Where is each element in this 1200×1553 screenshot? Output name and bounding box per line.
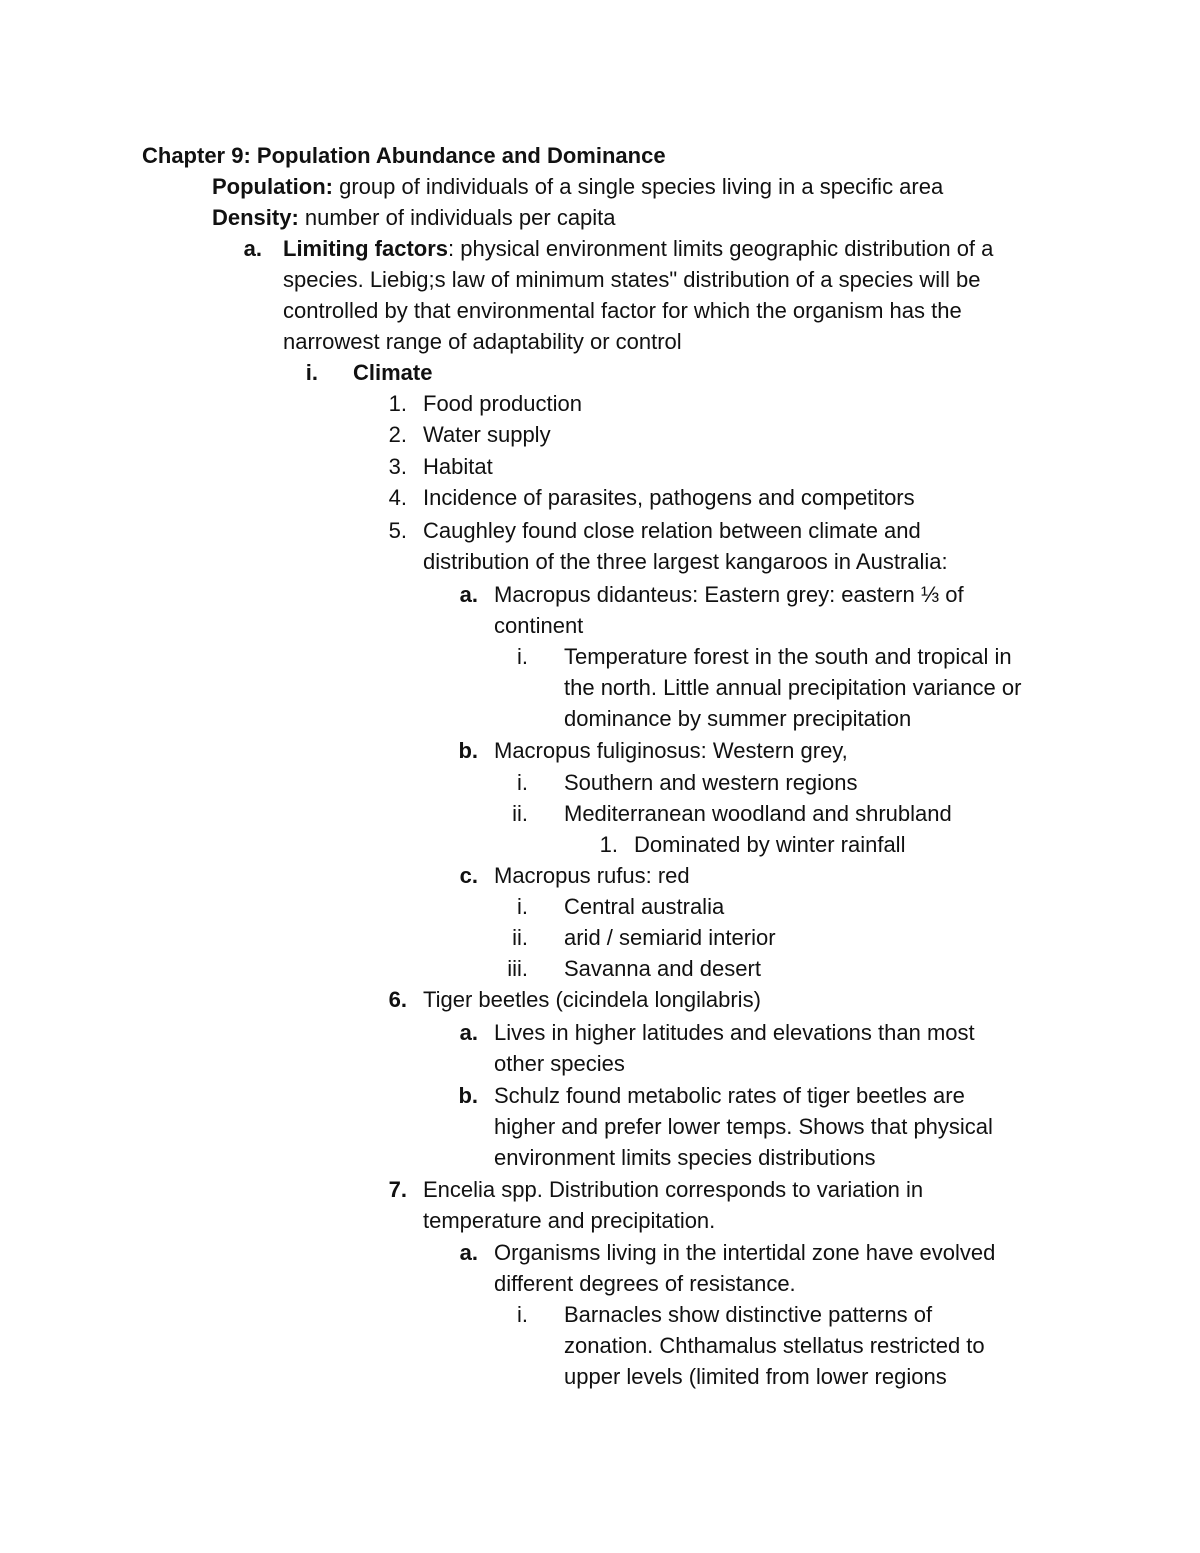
list-marker: ii. bbox=[512, 801, 528, 826]
list-marker: i. bbox=[305, 360, 318, 385]
text-line: distribution of the three largest kangaroos in Australia: bbox=[423, 549, 948, 574]
text-line: temperature and precipitation. bbox=[423, 1208, 716, 1233]
list-item: arid / semiarid interior bbox=[564, 925, 776, 950]
list-item: Incidence of parasites, pathogens and competitors bbox=[423, 485, 915, 510]
list-item: Schulz found metabolic rates of tiger beetles are bbox=[494, 1083, 965, 1108]
list-marker: 2. bbox=[388, 422, 407, 447]
text-line: higher and prefer lower temps. Shows that physical bbox=[494, 1114, 993, 1139]
list-item: Savanna and desert bbox=[564, 956, 761, 981]
text-line: upper levels (limited from lower regions bbox=[564, 1364, 947, 1389]
list-item: Central australia bbox=[564, 894, 725, 919]
list-marker: 1. bbox=[388, 391, 407, 416]
text-line: controlled by that environmental factor for which the organism has the bbox=[283, 298, 962, 323]
list-marker: a. bbox=[459, 1020, 478, 1045]
text-line: zonation. Chthamalus stellatus restricted to bbox=[564, 1333, 985, 1358]
list-marker: 7. bbox=[388, 1177, 407, 1202]
list-marker: 3. bbox=[388, 454, 407, 479]
text-line: other species bbox=[494, 1051, 625, 1076]
definition-text: group of individuals of a single species living in a specific area bbox=[332, 174, 944, 199]
list-item: Habitat bbox=[423, 454, 493, 479]
list-item: Macropus didanteus: Eastern grey: eastern ⅓ of bbox=[494, 582, 964, 607]
list-item: Tiger beetles (cicindela longilabris) bbox=[423, 987, 761, 1012]
definition-density bbox=[212, 202, 616, 233]
text-line: environment limits species distributions bbox=[494, 1145, 876, 1170]
chapter-title: Chapter 9: Population Abundance and Dominance bbox=[142, 143, 666, 168]
list-marker: i. bbox=[517, 644, 528, 669]
text-line: the north. Little annual precipitation variance or bbox=[564, 675, 1022, 700]
list-marker: ii. bbox=[512, 925, 528, 950]
term-population: Population: bbox=[212, 174, 333, 199]
list-marker: 4. bbox=[388, 485, 407, 510]
list-item: Temperature forest in the south and tropical in bbox=[564, 644, 1012, 669]
term-limiting-factors: Limiting factors bbox=[283, 236, 449, 261]
list-item: Caughley found close relation between climate and bbox=[423, 518, 921, 543]
list-marker: a. bbox=[459, 582, 478, 607]
list-item: Lives in higher latitudes and elevations than most bbox=[494, 1020, 975, 1045]
list-marker: 5. bbox=[388, 518, 407, 543]
list-marker: i. bbox=[517, 1302, 528, 1327]
text-line: different degrees of resistance. bbox=[494, 1271, 796, 1296]
list-marker: 1. bbox=[599, 832, 618, 857]
list-item: Mediterranean woodland and shrubland bbox=[564, 801, 952, 826]
list-marker: c. bbox=[459, 863, 478, 888]
list-marker: iii. bbox=[507, 956, 528, 981]
text-line: dominance by summer precipitation bbox=[564, 706, 912, 731]
text-line: species. Liebig;s law of minimum states" distribution of a species will be bbox=[283, 267, 981, 292]
list-item: Water supply bbox=[423, 422, 551, 447]
list-marker: a. bbox=[459, 1240, 478, 1265]
definition-population bbox=[212, 171, 943, 202]
list-item: Macropus fuliginosus: Western grey, bbox=[494, 738, 848, 763]
list-marker: a. bbox=[243, 236, 262, 261]
list-item: Dominated by winter rainfall bbox=[634, 832, 906, 857]
list-item: Organisms living in the intertidal zone have evolved bbox=[494, 1240, 996, 1265]
list-item: Barnacles show distinctive patterns of bbox=[564, 1302, 933, 1327]
text-line: continent bbox=[494, 613, 584, 638]
list-marker: b. bbox=[458, 1083, 478, 1108]
list-item: Encelia spp. Distribution corresponds to variation in bbox=[423, 1177, 924, 1202]
list-item: Southern and western regions bbox=[564, 770, 858, 795]
list-marker: i. bbox=[517, 770, 528, 795]
list-item: Food production bbox=[423, 391, 582, 416]
text-line: narrowest range of adaptability or control bbox=[283, 329, 682, 354]
definition-text: number of individuals per capita bbox=[298, 205, 616, 230]
list-item: Macropus rufus: red bbox=[494, 863, 690, 888]
heading-climate: Climate bbox=[353, 360, 433, 385]
limiting-factors-line bbox=[283, 233, 993, 264]
list-marker: i. bbox=[517, 894, 528, 919]
list-marker: b. bbox=[458, 738, 478, 763]
term-density: Density: bbox=[212, 205, 299, 230]
text-line: : physical environment limits geographic distribution of a bbox=[448, 236, 994, 261]
list-marker: 6. bbox=[388, 987, 407, 1012]
